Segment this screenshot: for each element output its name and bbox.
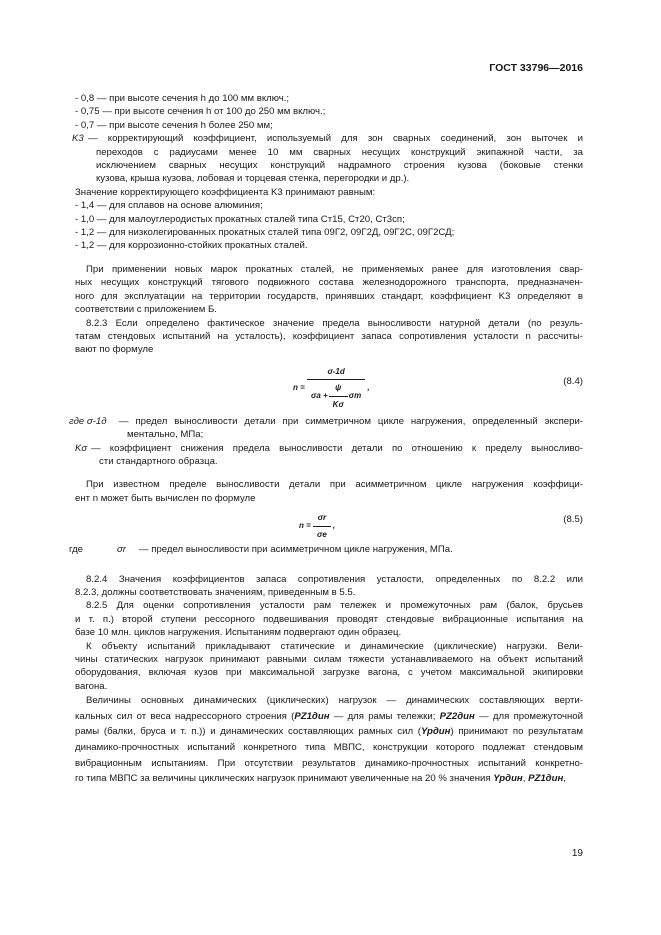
paragraph-line: соответствии с приложением Б.	[75, 304, 217, 316]
equation-8-5-body	[299, 511, 335, 541]
where-definition	[119, 415, 583, 442]
list-item: - 1,2 — для низколегированных прокатных сталей типа 09Г2, 09Г2Д, 09Г2С, 09Г2СД;	[75, 227, 455, 239]
definition-line: кузова, крыша кузова, лобовая и торцевая стенка, перегородки и др.).	[96, 173, 410, 185]
where-8-5	[69, 543, 583, 556]
eq85-denominator: σe	[313, 526, 331, 541]
equation-8-5-number: (8.5)	[563, 514, 583, 526]
k3-values-list	[75, 199, 583, 253]
pz1-symbol-2: PZ1дин	[528, 773, 564, 785]
eq85-lhs: n =	[299, 521, 311, 531]
paragraph-line: При известном пределе выносливости детали при асимметричном цикле нагружения коэффици-	[86, 479, 583, 491]
loads-line-5: вибрационным испытаниям. При отсутствии результатов динамико-прочностных испытаний конкретно-	[75, 757, 583, 769]
paragraph-8-2-3	[75, 317, 583, 357]
page-content	[69, 92, 583, 787]
paragraph-line: 8.2.5 Для оценки сопротивления усталости рам тележек и промежуточных рам (балок, брусьев	[86, 600, 583, 612]
paragraph-line: базе 10 млн. циклов нагружения. Испытаниям подвергают один образец.	[75, 627, 402, 639]
paragraph-line: 8.2.4 Значения коэффициентов запаса сопротивления усталости, определенных по 8.2.2 или	[86, 573, 583, 585]
where-definition	[91, 442, 583, 469]
page-number: 19	[571, 848, 583, 859]
equation-8-5	[75, 505, 583, 543]
where-word: где	[69, 544, 84, 556]
paragraph-asymmetric	[75, 478, 583, 505]
k3-values-intro: Значение корректирующего коэффициента K3 принимают равным:	[75, 186, 376, 198]
where-list-8-4	[69, 415, 583, 469]
loads-line-4: динамико-прочностных испытаний конкретного типа МВПС, конструкции которого подлежат стендовым	[75, 742, 583, 753]
eq84-kd: Kσ	[329, 396, 348, 411]
paragraph-line: татам стендовых испытаний на усталость), коэффициент запаса сопротивления усталости n рассчиты-	[75, 330, 583, 342]
pz2-symbol: PZ2дин	[439, 710, 475, 722]
eq84-tail: ,	[367, 382, 370, 392]
paragraph-8-2-5	[75, 599, 583, 639]
definition-line: — корректирующий коэффициент, используемый для зон сварных соединений, зон выточек и	[88, 133, 583, 145]
loads-line-1: Величины основных динамических (циклических) нагрузок — динамических составляющих верти-	[86, 695, 583, 707]
eq84-den-a: σa +	[311, 391, 328, 401]
eq85-numerator: σr	[317, 513, 327, 523]
where-term: где σ-1д	[69, 415, 107, 427]
sigma-r-term: σr	[117, 544, 126, 556]
paragraph-test-object	[75, 640, 583, 694]
list-item: - 1,4 — для сплавов на основе алюминия;	[75, 200, 263, 212]
eq84-lhs: n =	[293, 382, 305, 392]
standard-header: ГОСТ 33796—2016	[489, 62, 583, 74]
paragraph-line: ных несущих конструкций тягового подвижного состава железнодорожного транспорта, предназначен-	[75, 277, 583, 289]
where-entry	[69, 415, 583, 442]
paragraph-line: вагона.	[75, 680, 108, 692]
pz1-symbol: PZ1дин	[294, 710, 330, 722]
sigma-r-definition: — предел выносливости при асимметричном цикле нагружения, МПа.	[139, 544, 453, 556]
equation-8-4-number: (8.4)	[563, 375, 583, 387]
paragraph-line: оборудования, включая кузов при максимальной загрузке вагона, с учетом максимальной экипировки	[75, 667, 583, 679]
paragraph-dynamic-loads	[75, 693, 583, 787]
paragraph-line: ент n может быть вычислен по формуле	[75, 492, 256, 504]
paragraph-line: 8.2.3 Если определено фактическое значение предела выносливости натурной детали (по резуль-	[86, 317, 583, 329]
loads-line-3: рамы (балки, бруса и т. п.)) и динамических составляющих рамных сил (Ypдин) принимают по результатам	[75, 726, 583, 738]
paragraph-line: вают по формуле	[75, 344, 154, 356]
eq84-psi: ψ	[335, 383, 342, 393]
list-item: - 0,7 — при высоте сечения h более 250 мм;	[75, 119, 273, 131]
definition-line: — коэффициент снижения предела выносливости детали по отношению к пределу выносливо-	[91, 442, 583, 454]
k3-definition-text	[88, 132, 583, 186]
equation-8-4	[75, 357, 583, 415]
definition-line: ментально, МПа;	[127, 429, 204, 441]
loads-line-2: кальных сил от веса надрессорного строения (PZ1дин — для рамы тележки; PZ2дин — для промежуточной	[75, 710, 583, 722]
paragraph-new-steel	[75, 263, 583, 317]
k3-definition	[72, 132, 583, 186]
loads-line-6: го типа МВПС за величины циклических нагрузок принимают увеличенные на 20 % значения Ypдин, PZ1дин,	[75, 773, 566, 785]
eq84-fraction	[307, 365, 365, 411]
paragraph-line: К объекту испытаний прикладывают статические и динамические (циклические) нагрузки. Вели-	[86, 640, 583, 652]
where-term: Kσ	[75, 442, 88, 454]
paragraph-line: При применении новых марок прокатных сталей, не применяемых ранее для изготовления свар-	[86, 263, 583, 275]
yp-symbol-2: Ypдин	[493, 773, 523, 785]
eq85-fraction	[313, 511, 331, 541]
k3-term: K3	[72, 133, 84, 145]
paragraph-line: ного для эксплуатации на территории государств, принявших стандарт, коэффициент K3 определяют в	[75, 290, 583, 302]
eq84-denominator	[307, 379, 365, 411]
paragraph-line: и т. п.) второй ступени рессорного подвешивания проводят стендовые вибрационные испытания на	[75, 613, 583, 625]
definition-line: — предел выносливости детали при симметричном цикле нагружения, определенный экспери-	[119, 415, 583, 427]
definition-line: сти стандартного образца.	[99, 455, 218, 467]
yp-symbol: Ypдин	[420, 726, 451, 738]
height-coefficient-list	[75, 92, 583, 132]
eq84-inner-fraction	[329, 381, 348, 411]
definition-line: переходов с радиусами менее 10 мм сварных несущих конструкций экипажной части, за	[96, 146, 583, 158]
definition-line: исключением сварных несущих конструкций надрамного строения кузова (боковые стенки	[96, 160, 583, 172]
paragraph-8-2-4	[75, 573, 583, 600]
eq84-sm: σm	[348, 391, 362, 401]
list-item: - 1,0 — для малоуглеродистых прокатных сталей типа Ст15, Ст20, Ст3сп;	[75, 213, 405, 225]
paragraph-line: 8.2.3, должны соответствовать значениям, приведенным в 5.5.	[75, 586, 356, 598]
list-item: - 0,8 — при высоте сечения h до 100 мм включ.;	[75, 93, 290, 104]
equation-8-4-body	[293, 365, 370, 411]
list-item: - 1,2 — для коррозионно-стойких прокатных сталей.	[75, 240, 308, 252]
eq85-tail: ,	[333, 521, 336, 531]
eq84-numerator: σ-1d	[327, 366, 345, 376]
list-item: - 0,75 — при высоте сечения h от 100 до 250 мм включ.;	[75, 106, 326, 118]
where-entry	[75, 442, 583, 469]
paragraph-line: чины статических нагрузок принимают равными силам тяжести устанавливаемого на объект испытаний	[75, 654, 583, 665]
